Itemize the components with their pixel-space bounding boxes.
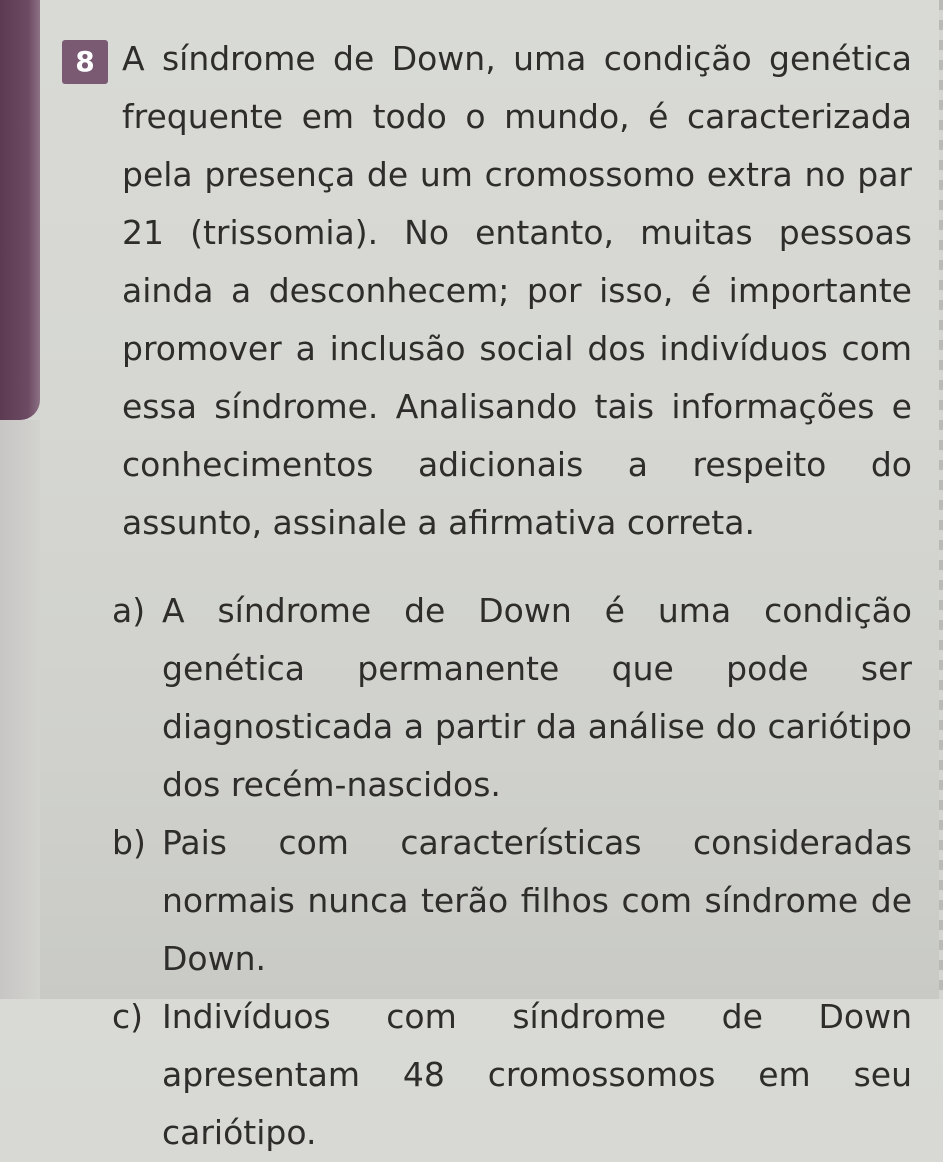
option-letter: c)	[112, 997, 144, 1036]
option-letter: b)	[112, 823, 146, 862]
option-c[interactable]	[112, 988, 912, 1162]
page-edge-lower	[0, 420, 40, 999]
answer-options	[112, 582, 912, 1162]
page-right-edge	[939, 0, 943, 999]
question-number-badge: 8	[62, 40, 108, 84]
question-block	[62, 30, 912, 552]
question-stem: A síndrome de Down, uma condição genética frequente em todo o mundo, é caracterizada pela presença de um cromossomo extra no par 21 (trissomia). No entanto, muitas pessoas ainda a desconhecem; por isso, é importante promover a inclusão social dos indivíduos com essa síndrome. Analisando tais informações e conhecimentos adicionais a respeito do assunto, assinale a afirmativa correta.	[122, 39, 912, 542]
option-letter: a)	[112, 591, 146, 630]
option-b[interactable]	[112, 814, 912, 988]
option-text: Indivíduos com síndrome de Down apresentam 48 cromossomos em seu cariótipo.	[162, 997, 912, 1152]
option-text: A síndrome de Down é uma condição genética permanente que pode ser diagnosticada a partir da análise do cariótipo dos recém-nascidos.	[162, 591, 912, 804]
option-text: Pais com características consideradas normais nunca terão filhos com síndrome de Down.	[162, 823, 912, 978]
option-a[interactable]	[112, 582, 912, 814]
page-edge-band	[0, 0, 40, 420]
